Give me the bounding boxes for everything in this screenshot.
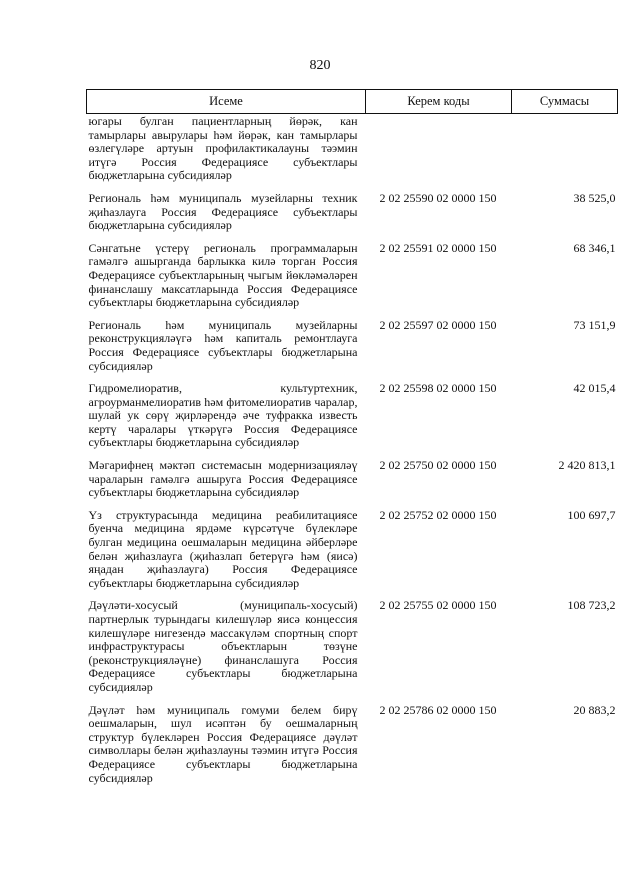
row-name: Гидромелиоратив, культуртехник, агроурманмелиоратив һәм фитомелиоратив чаралар, шулай ук сөрү җирләрендә әче туфракка известь кертү чаралары үткәрүгә Россия Федерациясе субъектлары бюджетларына субсидияләр [88, 381, 358, 450]
table-row [87, 599, 618, 703]
row-amount: 2 420 813,1 [558, 458, 616, 473]
budget-table [86, 89, 618, 794]
row-name: Региональ һәм муниципаль музейларны техник җиһазлауга Россия Федерациясе субъектлары бюджетларына субсидияләр [88, 190, 358, 233]
table-header-row [87, 90, 618, 114]
row-code: 2 02 25752 02 0000 150 [379, 507, 497, 522]
row-code: 2 02 25598 02 0000 150 [379, 381, 497, 396]
table-row [87, 114, 618, 192]
row-amount: 38 525,0 [573, 190, 616, 205]
row-amount: 108 723,2 [567, 598, 616, 613]
table-row [87, 704, 618, 795]
row-name: Дәүләт һәм муниципаль гомуми белем бирү оешмаларын, шул исәптән бу оешмаларның структур бүлекләрен Россия Федерациясе дәүләт символлары белән җиһазлауны тәэмин итүгә Россия Федерациясе субъектлары бюджетларына субсидияләр [88, 702, 358, 785]
row-amount [512, 114, 618, 192]
row-name: югары булган пациентларның йөрәк, кан тамырлары авырулары һәм йөрәк, кан тамырлары өзлегүләре артуын профилактикалауны тәэмин итүгә Россия Федерациясе субъектлары бюджетларына субсидияләр [88, 114, 358, 183]
row-code: 2 02 25591 02 0000 150 [379, 240, 497, 255]
row-name: Мәгарифнең мәктәп системасын модернизацияләү чараларын гамәлгә ашыруга Россия Федерациясе субъектлары бюджетларына субсидияләр [88, 458, 358, 500]
row-amount: 20 883,2 [573, 702, 616, 717]
row-code: 2 02 25755 02 0000 150 [379, 598, 497, 613]
row-name: Үз структурасында медицина реабилитациясе буенча медицина ярдәме күрсәтүче бүлекләре булган медицина оешмаларын медицина әйберләре белән җиһазлауга (җиһазлап бетерүгә һәм (яисә) яңадан җиһазлауга) Россия Федерациясе субъектлары бюджетларына субсидияләр [88, 507, 358, 590]
header-name: Исеме [87, 90, 366, 114]
row-amount: 68 346,1 [573, 240, 616, 255]
table-row [87, 192, 618, 242]
page-number: 820 [309, 58, 331, 73]
row-amount: 73 151,9 [573, 317, 616, 332]
header-code: Керем коды [366, 90, 512, 114]
row-amount: 42 015,4 [573, 381, 616, 396]
row-amount: 100 697,7 [567, 507, 616, 522]
row-code: 2 02 25597 02 0000 150 [379, 317, 497, 332]
row-name: Региональ һәм муниципаль музейларны реконструкцияләүгә һәм капиталь ремонтлауга Россия Федерациясе субъектлары бюджетларына субсидияләр [88, 317, 358, 373]
header-amount: Суммасы [512, 90, 618, 114]
row-code [366, 114, 512, 192]
row-code: 2 02 25750 02 0000 150 [379, 458, 497, 473]
row-name: Дәүләти-хосусый (муниципаль-хосусый) партнерлык турындагы килешүләр яисә концессия килешүләре нигезендә массакүләм спортның спорт инфраструктурасы объектларын төзүне (реконструкцияләүне) финанслашуга Россия Федерациясе субъектлары бюджетларына субсидияләр [88, 598, 358, 694]
table-row [87, 382, 618, 459]
table-row [87, 319, 618, 382]
row-code: 2 02 25786 02 0000 150 [379, 702, 497, 717]
table-row [87, 242, 618, 319]
table-row [87, 459, 618, 509]
table-row [87, 509, 618, 600]
row-code: 2 02 25590 02 0000 150 [379, 190, 497, 205]
row-name: Сәнгатьне үстерү региональ программаларын гамәлгә ашырганда барлыкка килә торган Россия Федерациясе субъектларының чыгым йөкләмәләрен финанслашу максатларында Россия Федерациясе субъектлары бюджетларына субсидияләр [88, 240, 358, 310]
